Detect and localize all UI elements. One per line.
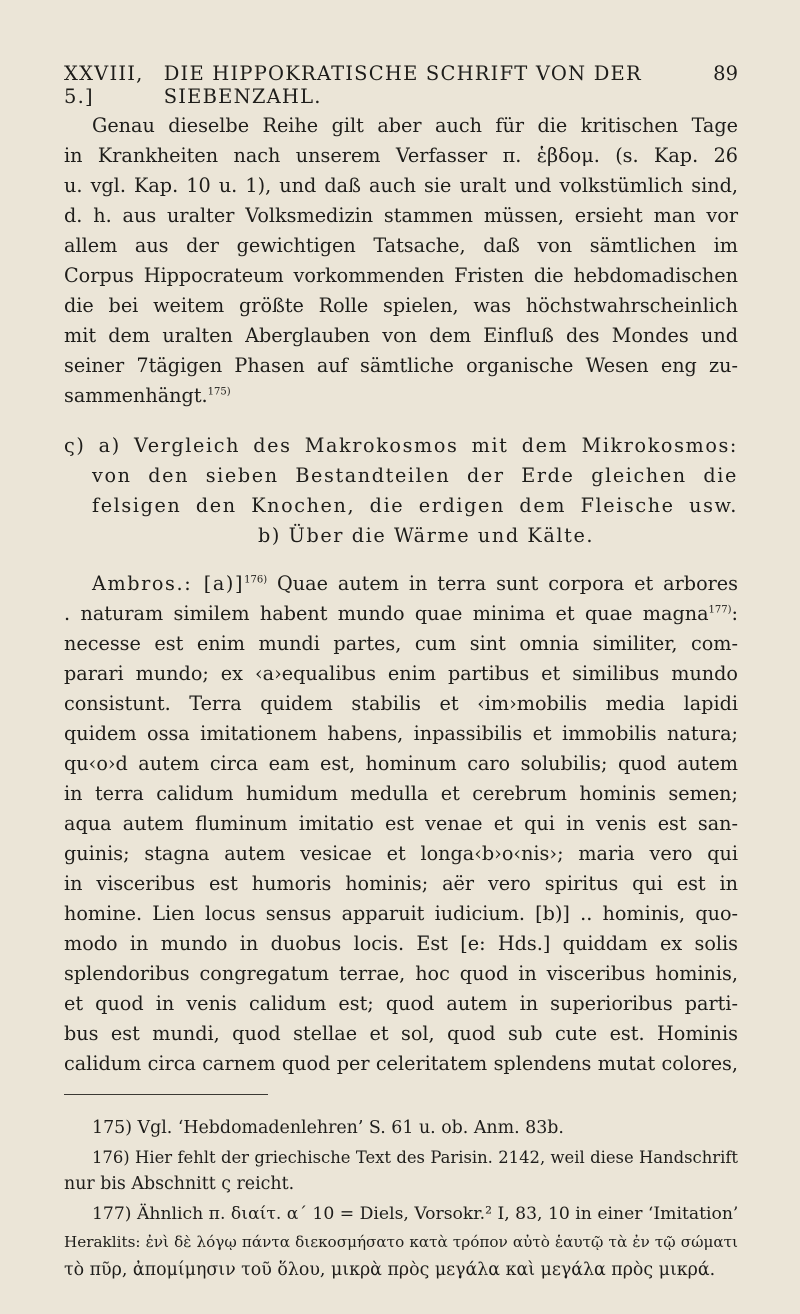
- footnote: 175) Vgl. ‘Hebdomadenlehren’ S. 61 u. ob. Anm. 83b.: [92, 1118, 564, 1138]
- section-heading: von den sieben Bestandteilen der Erde gleichen die: [92, 464, 738, 487]
- latin-line: bus est mundi, quod stellae et sol, quod sub cute est. Hominis: [64, 1022, 738, 1045]
- latin-line: aqua autem fluminum imitatio est venae et qui in venis est san-: [64, 812, 738, 835]
- latin-line: et quod in venis calidum est; quod autem in superioribus parti-: [64, 992, 738, 1015]
- footnote: 177) Ähnlich π. διαίτ. α´ 10 = Diels, Vorsokr.² I, 83, 10 in einer ‘Imitation’: [92, 1204, 739, 1224]
- latin-line: [64, 602, 738, 626]
- latin-line: parari mundo; ex ‹a›equalibus enim partibus et similibus mundo: [64, 662, 738, 685]
- latin-line: modo in mundo in duobus locis. Est [e: Hds.] quiddam ex solis: [64, 932, 738, 955]
- latin-line: qu‹o›d autem circa eam est, hominum caro solubilis; quod autem: [64, 752, 738, 775]
- section-heading: felsigen den Knochen, die erdigen dem Fleische usw.: [92, 494, 738, 517]
- latin-line: guinis; stagna autem vesicae et longa‹b›o‹nis›; maria vero qui: [64, 842, 738, 865]
- latin-text: :: [731, 602, 738, 625]
- body-line: in Krankheiten nach unserem Verfasser π. ἑβδομ. (s. Kap. 26: [64, 144, 738, 167]
- body-line: allem aus der gewichtigen Tatsache, daß von sämtlichen im: [64, 234, 738, 257]
- page-number: 89: [713, 62, 738, 85]
- footnote-marker: 175): [207, 386, 231, 398]
- latin-line: [64, 572, 738, 596]
- body-line: [64, 384, 738, 408]
- body-line: mit dem uralten Aberglauben von dem Einfluß des Mondes und: [64, 324, 738, 347]
- section-subheading: b) Über die Wärme und Kälte.: [258, 524, 595, 547]
- latin-text: Ambros.: [a)]: [92, 572, 245, 595]
- latin-text: . naturam similem habent mundo quae minima et quae magna: [64, 602, 709, 625]
- latin-line: consistunt. Terra quidem stabilis et ‹im›mobilis media lapidi: [64, 692, 738, 715]
- body-text: sammenhängt.: [64, 384, 208, 407]
- latin-line: quidem ossa imitationem habens, inpassibilis et immobilis natura;: [64, 722, 738, 745]
- chapter-ref: XXVIII, 5.]: [64, 62, 144, 108]
- latin-line: calidum circa carnem quod per celeritatem splendens mutat colores,: [64, 1052, 738, 1075]
- footnote: τὸ πῦρ, ἀπομίμησιν τοῦ ὅλου, μικρὰ πρὸς μεγάλα καὶ μεγάλα πρὸς μικρά.: [64, 1260, 716, 1280]
- latin-line: splendoribus congregatum terrae, hoc quod in visceribus hominis,: [64, 962, 738, 985]
- body-line: d. h. aus uralter Volksmedizin stammen müssen, ersieht man vor: [64, 204, 738, 227]
- body-line: Corpus Hippocrateum vorkommenden Fristen die hebdomadischen: [64, 264, 738, 287]
- footnote: Heraklits: ἐνὶ δὲ λόγῳ πάντα διεκοσμήσατο κατὰ τρόπον αὐτὸ ἑαυτῷ τὰ ἐν τῷ σώματι: [64, 1233, 738, 1251]
- body-line: u. vgl. Kap. 10 u. 1), und daß auch sie uralt und volkstümlich sind,: [64, 174, 738, 197]
- body-line: Genau dieselbe Reihe gilt aber auch für die kritischen Tage: [92, 114, 738, 137]
- latin-line: in terra calidum humidum medulla et cerebrum hominis semen;: [64, 782, 738, 805]
- body-line: die bei weitem größte Rolle spielen, was höchstwahrscheinlich: [64, 294, 738, 317]
- latin-line: in visceribus est humoris hominis; aër vero spiritus qui est in: [64, 872, 738, 895]
- footnote: 176) Hier fehlt der griechische Text des Parisin. 2142, weil diese Handschrift: [92, 1148, 738, 1167]
- footnote-marker: 177): [708, 604, 732, 616]
- body-line: seiner 7tägigen Phasen auf sämtliche organische Wesen eng zu-: [64, 354, 738, 377]
- footnote-rule: [64, 1094, 268, 1095]
- running-title: DIE HIPPOKRATISCHE SCHRIFT VON DER SIEBENZAHL.: [163, 62, 642, 108]
- latin-line: homine. Lien locus sensus apparuit iudicium. [b)] .. hominis, quo-: [64, 902, 738, 925]
- latin-line: necesse est enim mundi partes, cum sint omnia similiter, com-: [64, 632, 738, 655]
- section-heading: ς) a) Vergleich des Makrokosmos mit dem Mikrokosmos:: [64, 434, 738, 457]
- footnote-marker: 176): [244, 574, 268, 586]
- footnote: nur bis Abschnitt ς reicht.: [64, 1174, 295, 1194]
- running-header: [64, 62, 738, 108]
- latin-text: Quae autem in terra sunt corpora et arbores: [267, 572, 738, 595]
